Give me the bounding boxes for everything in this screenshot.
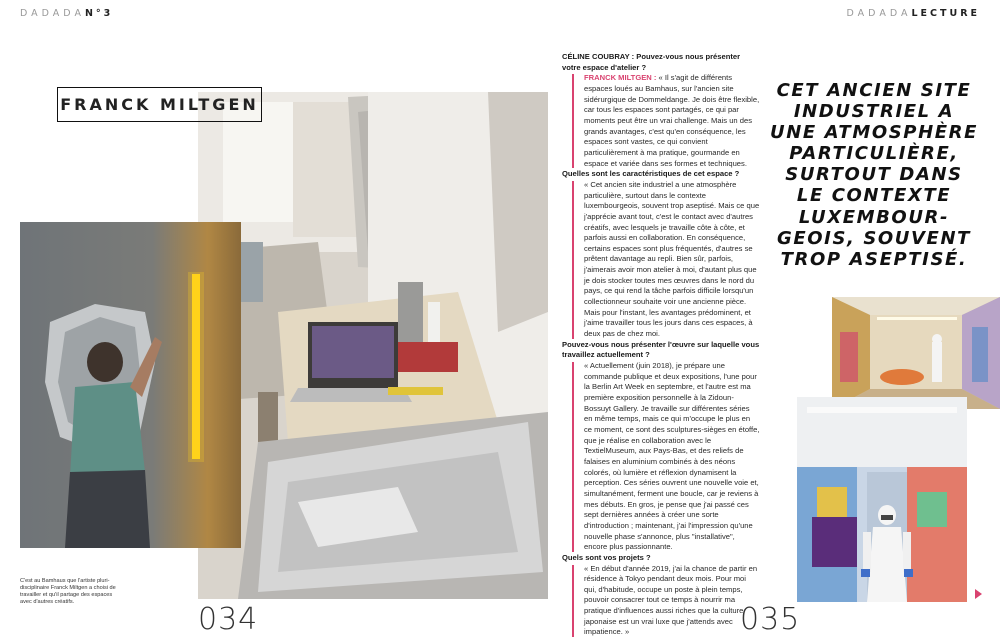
magazine-header-left	[20, 8, 113, 19]
page-number-left: 034	[198, 602, 258, 637]
question-1: CÉLINE COUBRAY : Pouvez-vous nous présenter votre espace d'atelier ?	[562, 52, 760, 73]
artist-name-title: FRANCK MILTGEN	[57, 87, 262, 122]
protective-suit-photo	[797, 397, 967, 602]
question-3: Pouvez-vous nous présenter l'œuvre sur laquelle vous travaillez actuellement ?	[562, 340, 760, 361]
section-name: LECTURE	[911, 8, 980, 19]
interview-text	[562, 52, 760, 638]
brand-name: DADADA	[20, 8, 85, 19]
magazine-header-right	[847, 8, 980, 19]
painted-room-photo	[832, 297, 1000, 409]
answer-1	[562, 73, 760, 169]
artist-photo	[20, 222, 241, 548]
brand-name: DADADA	[847, 8, 912, 19]
page-number-right: 035	[740, 602, 800, 637]
question-4: Quels sont vos projets ?	[562, 553, 760, 564]
answer-3: « Actuellement (juin 2018), je prépare une commande publique et deux expositions, l'une pour la Berlin Art Week en septembre, et l'autre est ma première exposition personnelle à la Zidoun-Bossuyt Gallery. Je travaille sur différentes séries en même temps, mais ce qui m'occupe le plus en ce moment, ce sont des sculptures-sièges en étoffe, que je réalise en collaboration avec le TextielMuseum, aux Pays-Bas, et des reliefs de falaises en aluminium combinés à des néons colorés, où lumière et réflexion dynamisent la perception. Ces séries ouvrent une nouvelle voie et, simultanément, ferment une boucle, car je reviens à mes débuts. En gros, je pense que j'ai passé ces sept dernières années à créer une sorte d'introduction ; maintenant, j'ai l'impression qu'une nouvelle phase s'annonce, plus "installative", encore plus passionnante.	[562, 361, 760, 553]
next-page-arrow-icon[interactable]	[975, 589, 982, 599]
studio-photo	[198, 92, 548, 599]
photo-caption: C'est au Bamhaus que l'artiste pluri-disciplinaire Franck Miltgen a choisi de travailler et qu'il partage des espaces avec d'autres créatifs.	[20, 578, 120, 606]
answer-2: « Cet ancien site industriel a une atmosphère particulière, surtout dans le contexte luxembourgeois, souvent trop aseptisé. Mais ce que j'apprécie avant tout, c'est le contact avec d'autres créatifs, avec lesquels je travaille côte à côte, et parfois aussi en collaboration. En conséquence, certains espaces sont plus fréquentés, d'autres se prêtent davantage au repli. Bien sûr, parfois, j'aimerais avoir mon atelier à moi, d'autant plus que je dois stocker toutes mes œuvres dans le nord du pays, ce qui rend la tâche parfois difficile lorsqu'un collectionneur souhaite voir une ancienne pièce. Mais pour l'instant, les avantages prédominent, et j'aime travailler tous les jours dans ces espaces, à deux pas de chez moi.	[562, 180, 760, 340]
answer-4: « En début d'année 2019, j'ai la chance de partir en résidence à Tokyo pendant deux mois. Pour moi qui, d'habitude, occupe un poste à plein temps, pouvoir consacrer tout ce temps à nourrir ma pratique d'influences aussi riches que la culture japonaise est un vrai luxe que j'attends avec impatience. »	[562, 564, 760, 638]
answer-speaker: FRANCK MILTGEN :	[584, 73, 656, 82]
question-2: Quelles sont les caractéristiques de cet espace ?	[562, 169, 760, 180]
pull-quote: CET ANCIEN SITE INDUSTRIEL A UNE ATMOSPHÈRE PARTICULIÈRE, SURTOUT DANS LE CONTEXTE LUXEMBOUR-GEOIS, SOUVENT TROP ASEPTISÉ.	[768, 80, 980, 270]
issue-number: N°3	[85, 8, 113, 19]
answer-1-text: « Il s'agit de différents espaces loués au Bamhaus, sur l'ancien site sidérurgique de Dommeldange. Je dois être flexible, car tous les espaces sont partagés, ce qui par moments peut être un vrai challenge. Mais un des grands avantages, c'est qu'en conséquence, les espaces sont vastes, ce qui convient particulièrement à ma pratique, gourmande en espace et variée dans ses formes et techniques.	[584, 73, 759, 167]
